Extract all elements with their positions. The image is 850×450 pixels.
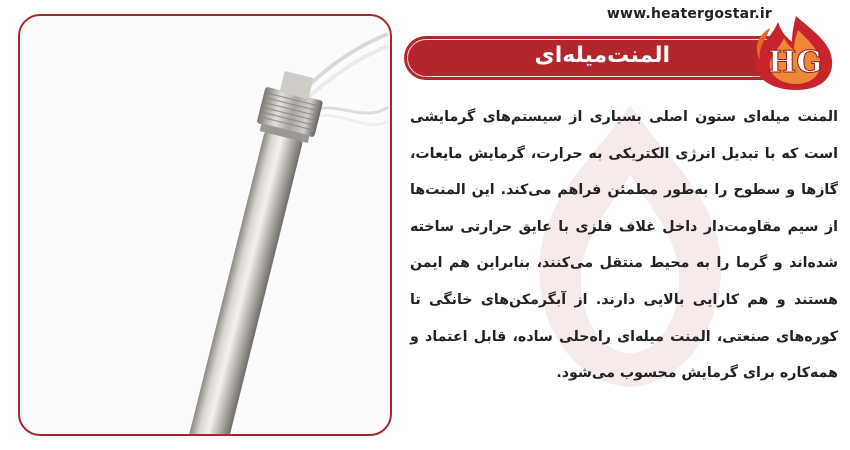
title-banner [404,36,788,80]
page-title: المنت‌میله‌ای [534,43,670,68]
site-url[interactable]: www.heatergostar.ir [606,6,772,22]
cartridge-heater-rod-image [20,16,390,434]
flame-logo-icon [748,14,838,92]
description-paragraph: المنت میله‌ای ستون اصلی بسیاری از سیستم‌های گرمایشی است که با تبدیل انرژی الکتریکی به حرارت، گرمایش مایعات، گازها و سطوح را به‌طور مطمئن فراهم می‌کند. این المنت‌ها از سیم مقاومت‌دار داخل غلاف فلزی با عایق حرارتی ساخته شده‌اند و گرما را به محیط منتقل می‌کنند، بنابراین هم ایمن هستند و هم کارایی بالایی دارند. از آبگرمکن‌های خانگی تا کوره‌های صنعتی، المنت میله‌ای راه‌حلی ساده، قابل اعتماد و همه‌کاره برای گرمایش محسوب می‌شود. [410,109,838,382]
logo-letters: HG [768,45,822,80]
product-image-frame [18,14,392,436]
